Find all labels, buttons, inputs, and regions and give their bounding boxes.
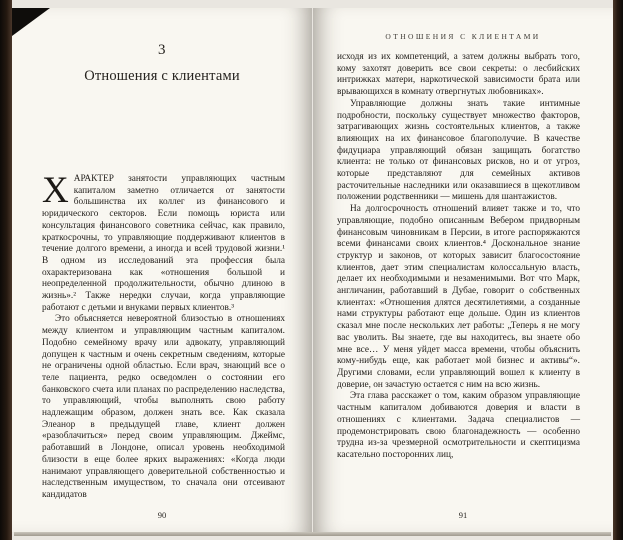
book-cover-edge-right [613,0,623,540]
open-book-pages [12,8,613,532]
page-number-left: 90 [157,510,167,520]
paragraph: исходя из их компетенций, а затем должны выбрать того, кому захотят доверить все свои секреты: о лесбийских интрижках матери, наркотической зависимости брата или врывающихся в комнату отвергнутых любовниках». [337,52,580,98]
paragraph-text: АРАКТЕР занятости управляющих частным капиталом заметно отличается от занятости большинства их коллег из финансового и юридического секторов. Если помощь юриста или консультация финансового советника сейчас, как правило, краткосрочны, то управляющие поддерживают клиентов в течение долгого времени, а иногда и всей трудовой жизни.¹ В одном из исследований эта профессия была охарактеризована как «отношения большой и неопределенной продолжительности, обычно длиною в жизнь».² Также нередки случаи, когда управляющие работают с детьми и внуками первых клиентов.³ [42,174,285,313]
chapter-heading [12,42,312,85]
paragraph: Эта глава расскажет о том, каким образом управляющие частным капиталом добиваются доверия и власти в отношениях с клиентами. Задача специалистов — продемонстрировать свою благонадежность — особенно трудна из-за чрезмерной осмотрительности и скептицизма касательно посторонних лиц, [337,391,580,460]
book-cover-edge-left [0,0,12,540]
page-right [313,8,613,532]
paragraph: На долгосрочность отношений влияет также и то, что управляющие, подобно описанным Вебером придворным финансовым чиновникам в Персии, в итоге распоряжаются всеми финансами своих клиентов.⁴ Доскональное знание структур и законов, от которых зависит благосостояние клиентов, дает этим специалистам колоссальную власть, делает их необходимыми и незаменимыми. Вот что Марк, англичанин, работавший в Дубае, говорит о собственных клиентах: «Отношения длятся десятилетиями, а созданные нами структуры работают еще дольше. Один из клиентов сказал мне после нескольких лет работы: „Теперь я не могу вас уволить. Вы знаете, где вы находитесь, вы знаете обо мне все… У меня уйдет масса времени, чтобы объяснить кому-нибудь еще, как работает мой бизнес и активы“». Другими словами, если управляющий вошел к клиенту в доверие, он зачастую остается с ним на всю жизнь. [337,204,580,390]
page-left [12,8,312,532]
chapter-title: Отношения с клиентами [84,68,240,84]
paragraph: Управляющие должны знать такие интимные подробности, поскольку существует множество факторов, затрагивающих жизнь состоятельных клиентов, а также влияющих на их финансовое благополучие. В качестве фидуциара управляющий обязан защищать богатство клиента: не только от финансовых рисков, но и от угроз, которые представляют для семейных активов расточительные наследники или оказавшиеся в щекотливом положении родственники — мишень для шантажистов. [337,98,580,203]
running-header: ОТНОШЕНИЯ С КЛИЕНТАМИ [385,32,541,41]
page-corner-fold [12,8,50,36]
paragraph: Это объясняется невероятной близостью в отношениях между клиентом и управляющим частным капиталом. Подобно семейному врачу или адвокату, управляющий допущен к частным и очень секретным сведениям, которые не ограничены одной областью. Если врач, знающий все о теле пациента, редко осведомлен о состоянии его банковского счета или планах по распределению наследства, то управляющий, чтобы выполнять свою работу надлежащим образом, должен знать все. Как сказала Элеанор в предыдущей главе, клиент должен «разоблачиться» перед своим управляющим. Джеймс, работавший в Лондоне, описал уровень необходимой близости в еще более ярких выражениях: «Когда люди нанимают управляющего доверительной собственностью и наследственным имуществом, то сначала они отсеивают кандидатов [42,314,285,500]
page-number-right: 91 [458,510,468,520]
left-page-body [42,170,285,502]
paragraph [42,170,285,314]
chapter-number: 3 [158,42,166,58]
right-page-body [337,52,580,462]
drop-cap: Х [42,170,69,211]
